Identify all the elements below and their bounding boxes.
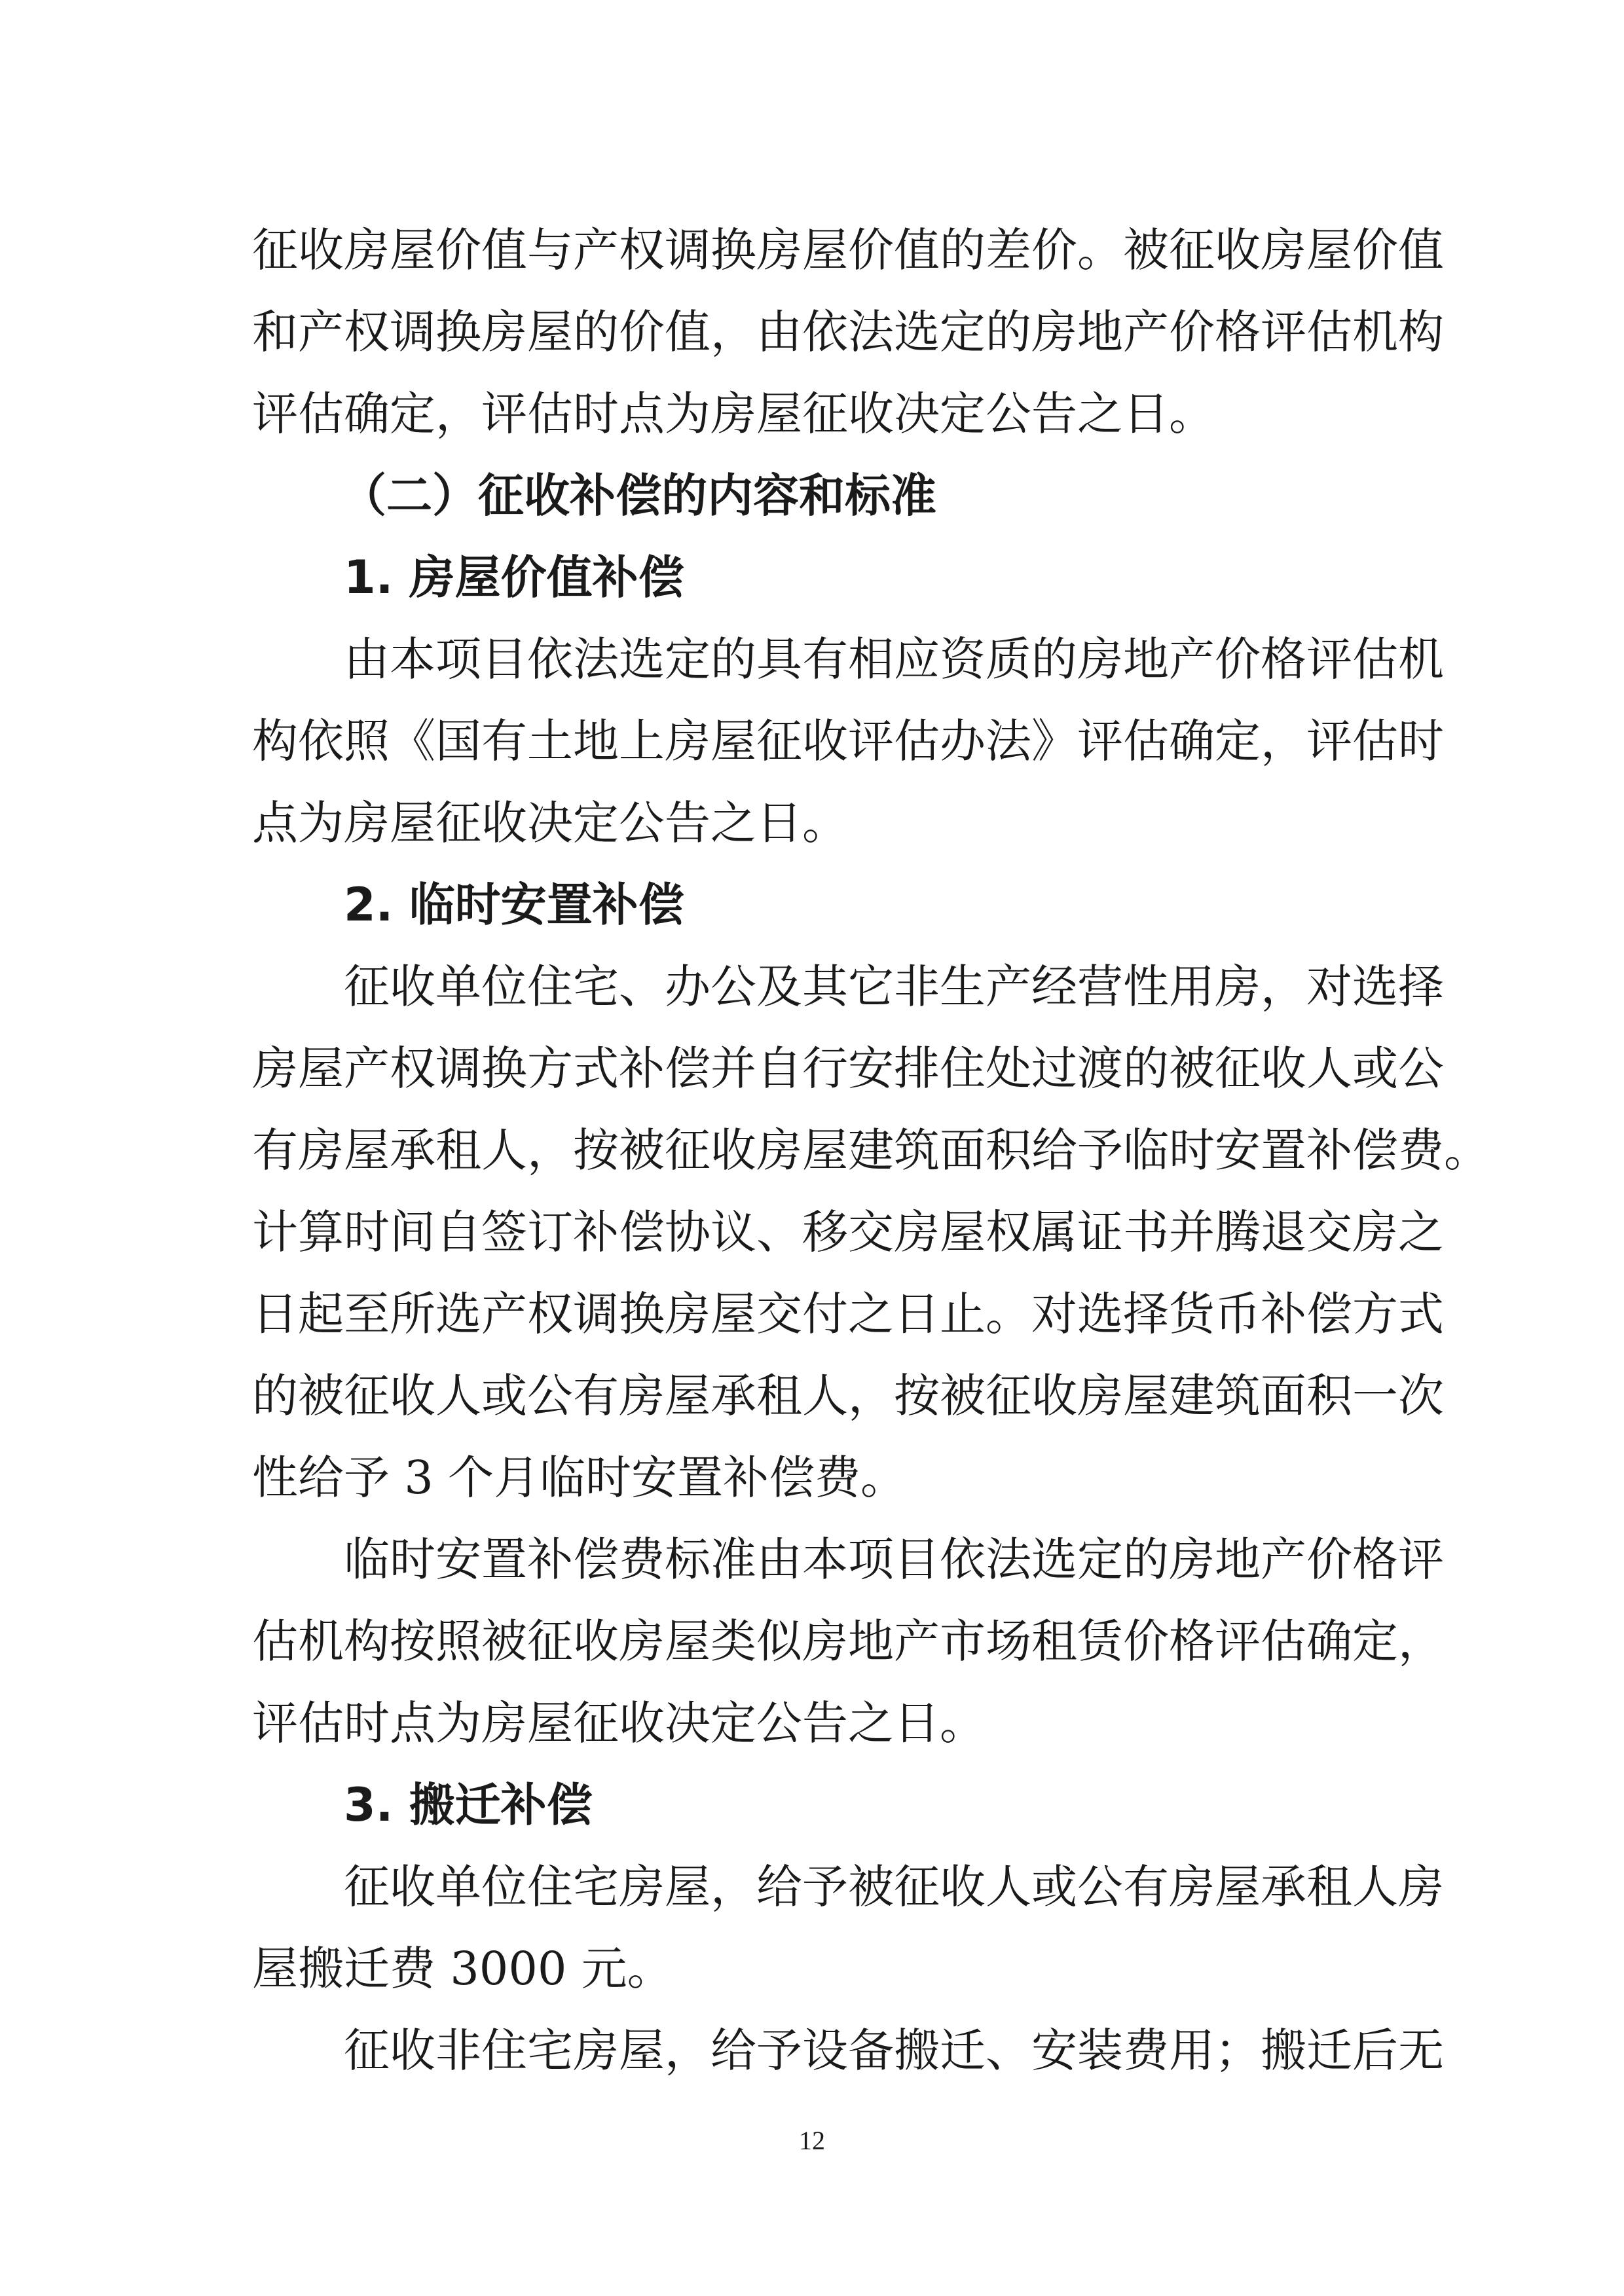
- text-line-content: 的被征收人或公有房屋承租人，按被征收房屋建筑面积一次: [252, 1369, 1444, 1423]
- text-line: [0, 1846, 1624, 1928]
- text-line-content: 性给予 3 个月临时安置补偿费。: [252, 1451, 907, 1504]
- text-line-content: 有房屋承租人，按被征收房屋建筑面积给予临时安置补偿费。: [252, 1123, 1490, 1177]
- text-line-content: 征收非住宅房屋，给予设备搬迁、安装费用；搬迁后无: [344, 2024, 1444, 2077]
- text-line: [0, 619, 1624, 701]
- text-line: [0, 2010, 1624, 2092]
- text-line-content: 构依照《国有土地上房屋征收评估办法》评估确定，评估时: [252, 714, 1444, 768]
- text-line: [0, 1273, 1624, 1355]
- subsection-heading-text: 1. 房屋价值补偿: [344, 551, 684, 604]
- text-line-content: 临时安置补偿费标准由本项目依法选定的房地产价格评: [344, 1533, 1444, 1586]
- text-line-content: 计算时间自签订补偿协议、移交房屋权属证书并腾退交房之: [252, 1205, 1444, 1259]
- text-line-content: 征收单位住宅、办公及其它非生产经营性用房，对选择: [344, 960, 1444, 1013]
- text-line-content: 点为房屋征收决定公告之日。: [252, 796, 848, 850]
- text-line-content: 评估确定，评估时点为房屋征收决定公告之日。: [252, 387, 1215, 441]
- text-line: [0, 1437, 1624, 1519]
- text-line: [0, 946, 1624, 1028]
- text-line-content: 和产权调换房屋的价值，由依法选定的房地产价格评估机构: [252, 305, 1444, 359]
- text-line: [0, 1601, 1624, 1683]
- text-line: [0, 1519, 1624, 1601]
- text-line: [0, 701, 1624, 782]
- section-heading: [0, 455, 1624, 537]
- text-line-content: 日起至所选产权调换房屋交付之日止。对选择货币补偿方式: [252, 1287, 1444, 1341]
- text-line-content: 征收房屋价值与产权调换房屋价值的差价。被征收房屋价值: [252, 223, 1444, 277]
- subsection-heading: [0, 864, 1624, 946]
- subsection-heading: [0, 1764, 1624, 1846]
- subsection-heading-text: 3. 搬迁补偿: [344, 1778, 593, 1832]
- subsection-heading-text: 2. 临时安置补偿: [344, 878, 684, 932]
- text-line-content: 屋搬迁费 3000 元。: [252, 1942, 673, 1995]
- text-line-content: 由本项目依法选定的具有相应资质的房地产价格评估机: [344, 632, 1444, 686]
- text-line: [0, 1110, 1624, 1192]
- text-line: [0, 1928, 1624, 2010]
- text-line: [0, 1192, 1624, 1273]
- page-number: 12: [799, 2126, 825, 2155]
- text-line-content: 房屋产权调换方式补偿并自行安排住处过渡的被征收人或公: [252, 1042, 1444, 1095]
- text-line: [0, 373, 1624, 455]
- text-line: [0, 1683, 1624, 1764]
- text-line: [0, 1355, 1624, 1437]
- text-line-content: 评估时点为房屋征收决定公告之日。: [252, 1696, 986, 1750]
- text-line: [0, 782, 1624, 864]
- subsection-heading: [0, 537, 1624, 619]
- section-heading-text: （二）征收补偿的内容和标准: [341, 469, 936, 522]
- text-line: [0, 210, 1624, 291]
- text-line-content: 估机构按照被征收房屋类似房地产市场租赁价格评估确定，: [252, 1614, 1444, 1668]
- text-line: [0, 291, 1624, 373]
- text-line: [0, 1028, 1624, 1110]
- text-line-content: 征收单位住宅房屋，给予被征收人或公有房屋承租人房: [344, 1860, 1444, 1914]
